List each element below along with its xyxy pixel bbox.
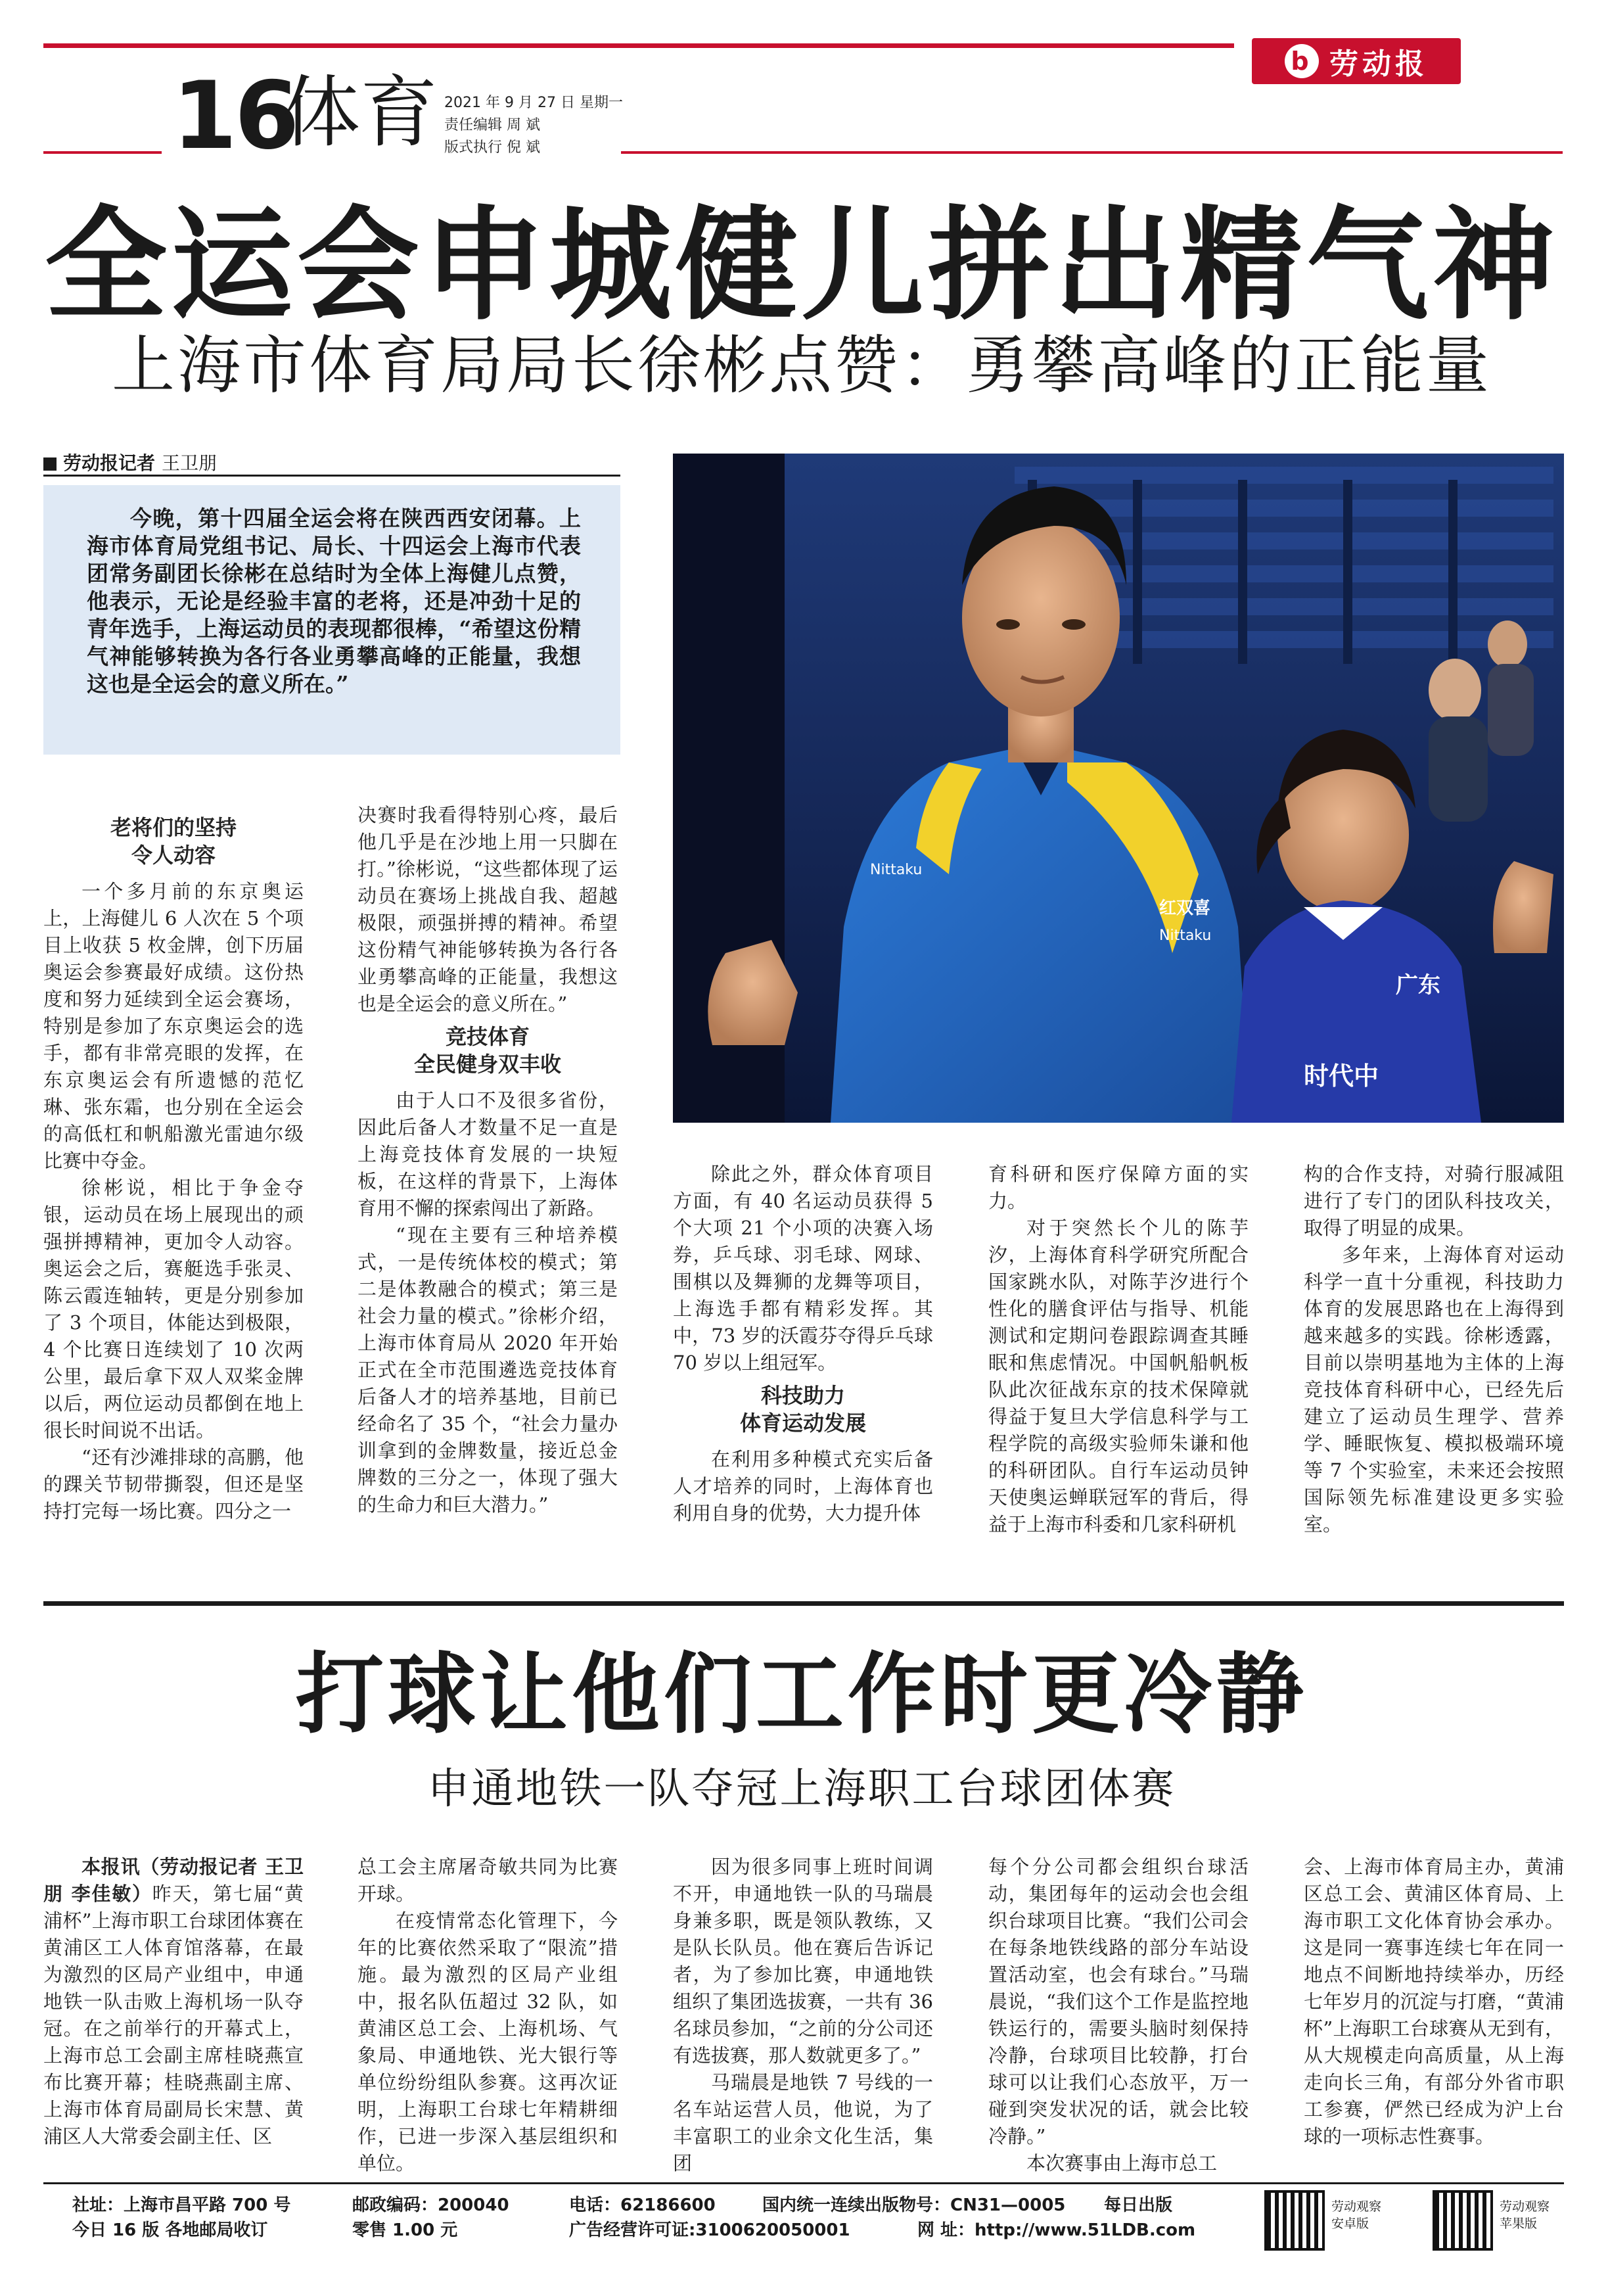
paragraph: 会、上海市体育局主办，黄浦区总工会、黄浦区体育局、上海市职工文化体育协会承办。这是同一赛事连续七年在同一地点不间断地持续举办，历经七年岁月的沉淀与打磨，“黄浦杯”上海职工台球赛从无到有，从大规模走向高质量，从上海走向长三角，有部分外省市职工参赛，俨然已经成为沪上台球的一项标志性赛事。 [1304,1856,1564,2147]
paragraph: 总工会主席屠奇敏共同为比赛开球。 [357,1856,618,1905]
footer-postcode: 邮政编码：200040 [352,2195,509,2215]
footer-postcode-block [352,2193,549,2243]
paragraph: 在疫情常态化管理下，今年的比赛依然采取了“限流”措施。最为激烈的区局产业组中，报名队伍超过 32 队，如黄浦区总工会、上海机场、气象局、申通地铁、光大银行等单位纷纷组队参赛。这再次证明，上海职工台球七年精耕细作，已进一步深入基层组织和单位。 [357,1909,618,2174]
paragraph: 构的合作支持，对骑行服减阻进行了专门的团队科技攻关，取得了明显的成果。 [1304,1163,1564,1239]
lead-text: 昨天，第七届“黄浦杯”上海市职工台球团体赛在黄浦区工人体育馆落幕，在最为激烈的区局产业组中，申通地铁一队击败上海机场一队夺冠。在之前举行的开幕式上，上海市总工会副主席桂晓燕宣布比赛开幕；桂晓燕副主席、上海市体育局副局长宋慧、黄浦区人大常委会副主任、区 [43,1883,304,2147]
paragraph: 除此之外，群众体育项目方面，有 40 名运动员获得 5 个大项 21 个小项的决赛入场券，乒乓球、羽毛球、网球、围棋以及舞狮的龙舞等项目，上海选手都有精彩发挥。其中，73 岁的沃霞芬夺得乒乓球 70 岁以上组冠军。 [673,1163,933,1374]
paragraph: 一个多月前的东京奥运上，上海健儿 6 人次在 5 个项目上收获 5 枚金牌，创下历届奥运会参赛最好成绩。这份热度和努力延续到全运会赛场，特别是参加了东京奥运会的选手，都有非常亮眼的发挥，在东京奥运会有所遗憾的范忆琳、张东霜，也分别在全运会的高低杠和帆船激光雷迪尔级比赛中夺金。 [43,880,304,1172]
editor-line: 责任编辑 周 斌 [444,117,540,133]
footer-phone: 电话：62186600 [569,2195,716,2215]
jersey-sponsor-text: 红双喜 [1159,899,1211,918]
paragraph: 由于人口不及很多省份，因此后备人才数量不足一直是上海竞技体育发展的一块短板，在这样的背景下，上海体育用不懈的探索闯出了新路。 [357,1089,618,1219]
footer-website: 网 址：http://www.51LDB.com [917,2220,1196,2240]
brand-name: 劳动报 [1329,47,1428,81]
jersey-brand-text: Nittaku [870,862,923,878]
footer-rule [43,2182,1564,2184]
paragraph: 对于突然长个儿的陈芋汐，上海体育科学研究所配合国家跳水队，对陈芋汐进行个性化的膳食评估与指导、机能测试和定期问卷跟踪调查其睡眠和焦虑情况。中国帆船帆板队此次征战东京的技术保障就得益于复旦大学信息科学与工程学院的高级实验师朱谦和他的科研团队。自行车运动员钟天使奥运蝉联冠军的背后，得益于上海市科委和几家科研机 [988,1217,1249,1535]
subhead-line: 竞技体育 [445,1024,530,1049]
page-number: 16 [172,62,297,170]
header-rule-right [621,151,1563,154]
paragraph: “现在主要有三种培养模式，一是传统体校的模式；第二是体教融合的模式；第三是社会力量的模式。”徐彬介绍，上海市体育局从 2020 年开始正式在全市范围遴选竞技体育后备人才的培养基地，目前已经命名了 35 个，“社会力量办训拿到的金牌数量，接近总金牌数的三分之一，体现了强大的生命力和巨大潜力。” [357,1224,618,1516]
paragraph: 因为很多同事上班时间调不开，申通地铁一队的马瑞晨身兼多职，既是领队教练，又是队长队员。他在赛后告诉记者，为了参加比赛，申通地铁组织了集团选拔赛，一共有 36 名球员参加，“之前的分公司还有选拔赛，那人数就更多了。” [673,1856,933,2067]
footer-daily: 每日出版 [1104,2195,1173,2215]
issue-info [444,92,623,159]
article1-lead: 今晚，第十四届全运会将在陕西西安闭幕。上海市体育局党组书记、局长、十四运会上海市代表团常务副团长徐彬在总结时为全体上海健儿点赞，他表示，无论是经验丰富的老将，还是冲劲十足的青年选手，上海运动员的表现都很棒，“希望这份精气神能够转换为各行各业勇攀高峰的正能量，我想这也是全运会的意义所在。” [43,485,620,755]
layout-line: 版式执行 倪 斌 [444,139,540,156]
paragraph: 多年来，上海体育对运动科学一直十分重视，科技助力体育的发展思路也在上海得到越来越多的实践。徐彬透露，目前以崇明基地为主体的上海竞技体育科研中心，已经先后建立了运动员生理学、营养学、睡眠恢复、模拟极端环境等 7 个实验室，未来还会按照国际领先标准建设更多实验室。 [1304,1244,1564,1535]
paragraph: 徐彬说，相比于争金夺银，运动员在场上展现出的顽强拼搏精神，更加令人动容。奥运会之后，赛艇选手张灵、陈云霞连轴转，更是分别参加了 3 个项目，体能达到极限，4 个比赛日连续划了 10 次两公里，最后拿下双人双桨金牌以后，两位运动员都倒在地上很长时间说不出话。 [43,1177,304,1441]
subhead-line: 全民健身双丰收 [413,1052,561,1077]
brand-mark-icon: b [1285,44,1319,78]
article1-headline: 全运会申城健儿拼出精气神 [44,193,1559,337]
byline-rule [43,475,620,477]
footer-address-block [72,2193,348,2243]
header-rule-left [43,151,162,154]
article2-column-3 [673,1854,933,2177]
byline-name: 王卫朋 [162,452,218,474]
article2-column-2 [357,1854,618,2177]
qr-label-line: 劳动观察 [1331,2199,1382,2214]
paragraph: 本次赛事由上海市总工 [1026,2152,1218,2174]
article1-column-4 [988,1161,1249,1538]
footer-cn-number: 国内统一连续出版物号：CN31—0005 [762,2195,1066,2215]
jersey-sponsor-text-3: 时代中 [1304,1062,1379,1090]
article1-column-5 [1304,1161,1564,1538]
byline-label: 劳动报记者 [63,452,156,474]
qr-android-label [1331,2198,1381,2232]
footer-address: 社址：上海市昌平路 700 号 [72,2195,291,2215]
paragraph [43,1854,304,2150]
qr-label-line: 苹果版 [1500,2216,1538,2231]
article2-headline: 打球让他们工作时更冷静 [295,1642,1308,1746]
paragraph: 育科研和医疗保障方面的实力。 [988,1163,1249,1212]
article1-subheadline: 上海市体育局局长徐彬点赞：勇攀高峰的正能量 [112,329,1492,402]
masthead-logo [1252,38,1461,84]
section-name: 体育 [283,67,438,158]
paragraph: 每个分公司都会组织台球活动，集团每年的运动会也会组织台球项目比赛。“我们公司会在每条地铁线路的部分车站设置活动室，也会有球台。”马瑞晨说，“我们这个工作是监控地铁运行的，需要头脑时刻保持冷静，台球项目比较静，打台球可以让我们心态放平，万一碰到突发状况的话，就会比较冷静。” [988,1856,1249,2147]
article2-column-1 [43,1854,304,2150]
paragraph: 马瑞晨是地铁 7 号线的一名车站运营人员，他说，为了丰富职工的业余文化生活，集团 [673,2071,933,2174]
subhead-line: 科技助力 [760,1383,845,1408]
footer-cn-block [762,2193,1157,2218]
date-line: 2021 年 9 月 27 日 星期一 [444,95,623,111]
footer-pages: 今日 16 版 各地邮局收订 [72,2220,268,2240]
byline-square-icon [43,457,57,471]
paragraph: 在利用多种模式充实后备人才培养的同时，上海体育也利用自身的优势，大力提升体 [673,1448,933,1524]
paragraph: “还有沙滩排球的高鹏，他的踝关节韧带撕裂，但还是坚持打完每一场比赛。四分之一 [43,1446,304,1522]
subhead-line: 体育运动发展 [739,1411,866,1436]
qr-label-line: 安卓版 [1331,2216,1369,2231]
lead-label: 本报讯 [81,1856,141,1878]
footer-ad-license: 广告经营许可证:3100620050001 [569,2220,850,2240]
paragraph: 决赛时我看得特别心疼，最后他几乎是在沙地上用一只脚在打。”徐彬说，“这些都体现了运动员在赛场上挑战自我、超越极限，顽强拼搏的精神。希望这份精气神能够转换为各行各业勇攀高峰的正能量，我想这也是全运会的意义所在。” [357,804,618,1015]
qr-ios-label [1500,2198,1550,2232]
article2-column-4 [988,1854,1249,2177]
subhead-competitive [357,1023,618,1078]
qr-label-line: 劳动观察 [1500,2199,1550,2214]
subhead-line: 令人动容 [131,843,216,868]
article1-column-1 [43,808,304,1525]
qr-code-ios[interactable] [1433,2190,1493,2251]
top-red-rule [43,43,1234,48]
subhead-line: 老将们的坚持 [110,815,237,840]
subhead-technology [673,1382,933,1437]
qr-code-android[interactable] [1264,2190,1325,2251]
jersey-sponsor-text-2: Nittaku [1159,927,1212,944]
table-tennis-photo [673,454,1564,1123]
article-divider [43,1601,1564,1606]
article2-subheadline: 申通地铁一队夺冠上海职工台球团体赛 [427,1765,1176,1814]
jersey-team-text: 广东 [1396,972,1440,998]
article2-column-5 [1304,1854,1564,2150]
article1-byline [43,449,217,475]
article1-column-3 [673,1161,933,1527]
lead-author: （劳动报记者 王卫朋 李佳敏） [43,1856,304,1905]
footer-price: 零售 1.00 元 [352,2220,458,2240]
subhead-veterans [43,814,304,869]
article1-column-2 [357,802,618,1518]
